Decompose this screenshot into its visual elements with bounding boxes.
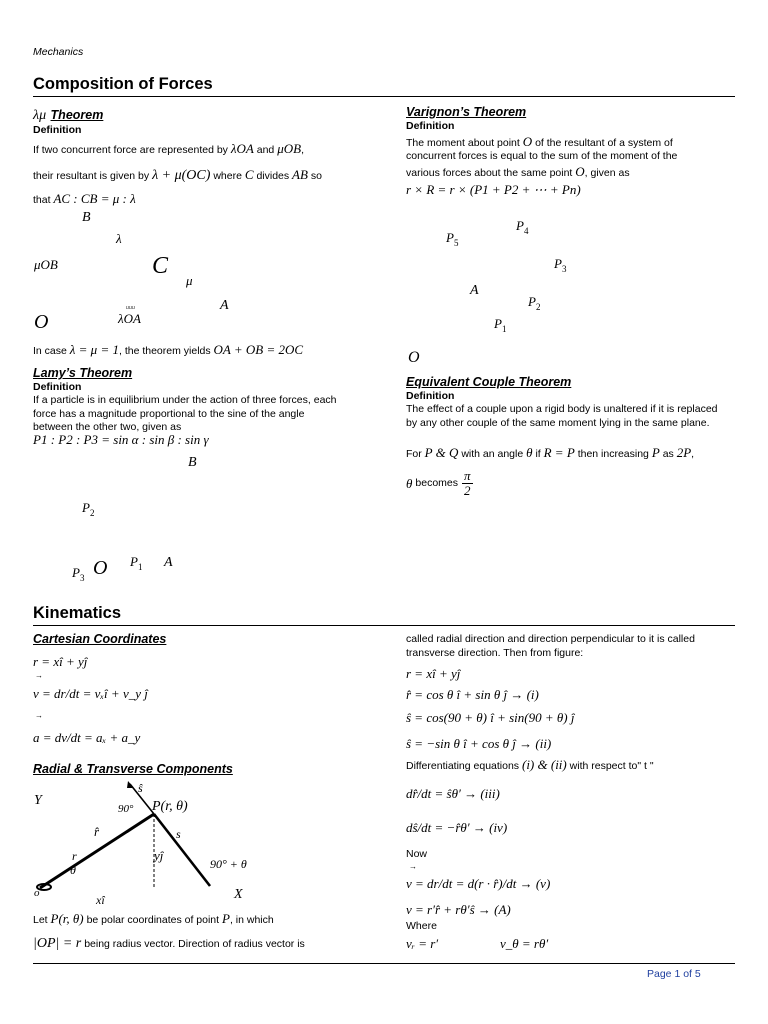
radial-continuation: called radial direction and direction perpendicular to it is called transverse direction. Then from figure:: [406, 633, 695, 659]
math-o: O: [522, 134, 533, 149]
p: P: [446, 230, 454, 245]
fig-label-p3: [553, 256, 567, 274]
lambda-mu-heading-text: Theorem: [50, 108, 104, 122]
fig-label-lambda: λ: [116, 231, 122, 246]
fig-label-a: A: [220, 298, 229, 313]
math-r-p: R = P: [543, 445, 575, 460]
fig-label-90-theta: 90° + θ: [210, 857, 247, 871]
fig-label-p4: [515, 218, 529, 236]
text: various forces about the same point: [406, 167, 573, 179]
differentiating-line: [406, 758, 654, 774]
text: then increasing: [577, 448, 649, 460]
vector-arrow: →: [35, 711, 43, 720]
fig-arrow-marks: uuu: [126, 305, 135, 311]
math-p-r-theta: P(r, θ): [50, 911, 84, 926]
text: of the resultant of a system of: [535, 137, 673, 149]
definition-label: Definition: [33, 381, 82, 393]
p: P: [554, 256, 562, 271]
text: their resultant is given by: [33, 170, 150, 182]
couple-line1: [406, 446, 694, 462]
running-header: Mechanics: [33, 46, 84, 58]
fig-label-p3: [71, 565, 85, 583]
sub: 2: [535, 302, 541, 312]
math-o: O: [575, 164, 585, 179]
couple-line2: [406, 469, 473, 498]
p: P: [516, 218, 524, 233]
math-2p: 2P: [676, 445, 692, 460]
cartesian-heading: Cartesian Coordinates: [33, 632, 167, 646]
text: with an angle: [461, 448, 524, 460]
text: where: [213, 170, 242, 182]
math-result: OA + OB = 2OC: [213, 342, 304, 357]
right-eq4: ŝ = −sin θ î + cos θ ĵ → (ii): [406, 736, 552, 751]
right-eq7: v = dr/dt = d(r · r̂)/dt → (v): [406, 876, 551, 891]
math-theta: θ: [526, 445, 533, 460]
varignon-line3: [406, 165, 630, 181]
lamy-heading: Lamy’s Theorem: [33, 366, 133, 380]
fig-label-o: o: [34, 887, 40, 899]
p: P: [130, 554, 138, 569]
text: , given as: [584, 167, 630, 179]
text: so: [310, 170, 322, 182]
text: , the theorem yields: [118, 345, 211, 357]
math-pq: P & Q: [424, 445, 459, 460]
text: that: [33, 194, 51, 206]
math-ratio: AC : CB = μ : λ: [53, 191, 136, 206]
fig-label-r-hat: r̂: [94, 824, 100, 839]
math-p: P: [651, 445, 660, 460]
fig-label-o: O: [408, 349, 420, 366]
math-mu-ob: μOB: [277, 141, 302, 156]
varignon-line1: [406, 135, 673, 151]
math-op: |OP| = r: [33, 936, 82, 951]
definition-label: Definition: [406, 390, 455, 402]
text: ,: [691, 448, 695, 460]
lambda-mu-case: [33, 343, 303, 359]
text: Let: [33, 914, 48, 926]
fig-label-c: C: [152, 253, 169, 279]
cartesian-eq3: a = dv/dt = aₓ + a_y: [33, 730, 141, 745]
fig-label-p2: [81, 500, 94, 518]
fig-label-mu: μ: [186, 273, 193, 288]
text: , in which: [229, 914, 274, 926]
fig-label-a: A: [164, 555, 173, 570]
fig-label-yj: yĵ: [154, 848, 164, 863]
denominator: 2: [464, 483, 471, 498]
fig-label-lambda-oa: λOA: [118, 311, 141, 326]
definition-label: Definition: [406, 120, 455, 132]
varignon-line2: concurrent forces is equal to the sum of the moment of the: [406, 150, 678, 162]
arrowhead: [127, 781, 134, 788]
lamy-formula: P1 : P2 : P3 = sin α : sin β : sin γ: [33, 432, 209, 447]
fig-label-p1: [493, 316, 506, 334]
section-rule: [33, 96, 735, 97]
sub: 1: [137, 562, 143, 572]
math-pi-over-2: [462, 469, 473, 498]
radial-op-line: [33, 937, 305, 952]
right-eq2: r̂ = cos θ î + sin θ ĵ → (i): [406, 687, 539, 702]
text: If two concurrent force are represented by: [33, 144, 228, 156]
math-c: C: [244, 167, 254, 182]
text: For: [406, 448, 422, 460]
lambda-mu-figure: [30, 205, 280, 335]
fig-label-p: P(r, θ): [152, 799, 188, 814]
cartesian-eq2: v = dr/dt = vₓî + v_y ĵ: [33, 686, 148, 701]
sub: 1: [501, 324, 507, 334]
varignon-heading: Varignon’s Theorem: [406, 105, 527, 119]
fig-label-p5: [445, 230, 459, 248]
text: In case: [33, 345, 67, 357]
right-eq8: v = r′r̂ + rθ′ŝ → (A): [406, 902, 511, 917]
lambda-mu-symbol: λμ: [33, 108, 47, 123]
fig-label-theta: θ: [70, 863, 76, 877]
definition-label: Definition: [33, 124, 82, 136]
text: The moment about point: [406, 137, 520, 149]
couple-text: The effect of a couple upon a rigid body is unaltered if it is replaced by any other couple of the same moment lying in the same plane.: [406, 403, 718, 429]
p: P: [72, 565, 80, 580]
sub: 3: [561, 264, 567, 274]
sub: 3: [79, 573, 85, 583]
lambda-mu-heading: [33, 106, 103, 124]
footer-rule: [33, 963, 735, 964]
radial-heading: Radial & Transverse Components: [33, 762, 233, 776]
varignon-formula: r × R = r × (P1 + P2 + ⋯ + Pn): [406, 182, 581, 197]
p: P: [528, 294, 536, 309]
math-theta: θ: [406, 475, 413, 491]
section-title-composition: Composition of Forces: [33, 75, 213, 93]
fig-label-s: s: [176, 827, 181, 841]
math-eq-refs: (i) & (ii): [521, 757, 567, 772]
right-eq9b: v_θ = rθ′: [500, 936, 549, 951]
fig-label-p1: [129, 554, 142, 572]
right-eq6: dŝ/dt = −r̂θ′ → (iv): [406, 820, 508, 835]
fig-label-x: X: [234, 887, 243, 902]
varignon-figure: [400, 212, 600, 372]
section-title-kinematics: Kinematics: [33, 604, 122, 622]
text: be polar coordinates of point: [86, 914, 220, 926]
fig-label-xi: xî: [96, 893, 105, 906]
text: and: [256, 144, 275, 156]
math-lambda-oa: λOA: [230, 141, 254, 156]
math-resultant: λ + μ(OC): [152, 168, 211, 183]
text: Differentiating equations: [406, 760, 520, 772]
p: P: [494, 316, 502, 331]
fig-label-90: 90°: [118, 803, 134, 815]
fig-label-b: B: [82, 210, 91, 225]
now-label: Now: [406, 848, 428, 860]
p: P: [82, 500, 90, 515]
fig-label-mu-ob: μOB: [34, 257, 58, 272]
numerator: π: [463, 468, 471, 483]
fig-label-o: O: [93, 557, 108, 579]
sub: 5: [453, 238, 459, 248]
fig-label-r: r: [72, 849, 77, 863]
fig-label-s-hat: ŝ: [138, 781, 143, 795]
text: being radius vector. Direction of radius vector is: [84, 938, 305, 950]
right-eq9a: vᵣ = r′: [406, 936, 439, 951]
section-rule: [33, 625, 735, 626]
fig-label-o: O: [34, 311, 49, 333]
vector-arrow: →: [35, 671, 43, 680]
math-p: P: [222, 911, 230, 926]
radial-figure: [30, 778, 270, 906]
lambda-mu-line1: [33, 142, 304, 158]
couple-heading: Equivalent Couple Theorem: [406, 375, 572, 389]
text: as: [662, 448, 674, 460]
right-eq1: r = xî + yĵ: [406, 666, 461, 681]
cartesian-eq1: r = xî + yĵ: [33, 654, 88, 669]
sub: 4: [523, 226, 529, 236]
fig-label-a: A: [470, 283, 479, 298]
text: becomes: [415, 476, 458, 489]
fig-label-y: Y: [34, 793, 42, 808]
sub: 2: [89, 508, 95, 518]
lamy-figure: [60, 448, 240, 588]
vector-arrow: →: [409, 862, 417, 871]
right-eq3: ŝ = cos(90 + θ) î + sin(90 + θ) ĵ: [406, 710, 575, 725]
text: if: [535, 448, 541, 460]
text: ,: [301, 144, 304, 156]
text: with respect to" t ": [569, 760, 654, 772]
radial-let-line: [33, 912, 274, 928]
text: divides: [256, 170, 290, 182]
math-case: λ = μ = 1: [69, 342, 119, 357]
right-eq5: dr̂/dt = ŝθ′ → (iii): [406, 786, 500, 801]
fig-label-p2: [527, 294, 540, 312]
fig-label-b: B: [188, 455, 197, 470]
lamy-text: If a particle is in equilibrium under the action of three forces, each force has a magnitude proportional to the sine of the angle between the other two, given as: [33, 394, 337, 433]
page-number: Page 1 of 5: [647, 968, 701, 980]
lambda-mu-line2: [33, 168, 322, 184]
math-ab: AB: [292, 167, 308, 182]
where-label: Where: [406, 920, 437, 932]
